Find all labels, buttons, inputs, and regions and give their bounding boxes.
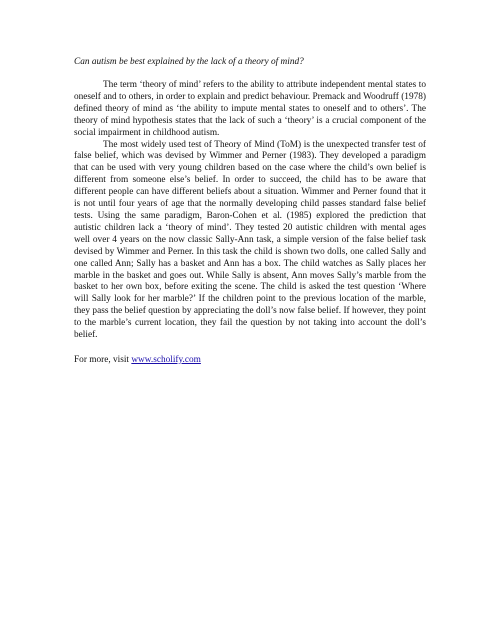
footer-line	[74, 354, 426, 366]
footer-prefix: For more, visit	[74, 354, 132, 365]
paragraph-theory-of-mind-definition: The term ‘theory of mind’ refers to the ability to attribute independent mental states to oneself and to others, in order to explain and predict behaviour. Premack and Woodruff (1978) defined theory of mind as ‘the ability to impute mental states to oneself and to others’. The theory of mind hypothesis states that the lack of such a ‘theory’ is a crucial component of the social impairment in childhood autism.	[74, 80, 426, 138]
document-title: Can autism be best explained by the lack of a theory of mind?	[74, 57, 304, 67]
scholify-link[interactable]: www.scholify.com	[131, 354, 201, 365]
document-page	[74, 56, 426, 375]
paragraph-false-belief-test: The most widely used test of Theory of Mind (ToM) is the unexpected transfer test of false belief, which was devised by Wimmer and Perner (1983). They developed a paradigm that can be used with very young children based on the case where the child’s own belief is different from someone else’s belief. In order to succeed, the child has to be aware that different people can have different beliefs about a situation. Wimmer and Perner found that it is not until four years of age that the normally developing child passes standard false belief tests. Using the same paradigm, Baron-Cohen et al. (1985) explored the prediction that autistic children lack a ‘theory of mind’. They tested 20 autistic children with mental ages well over 4 years on the now classic Sally-Ann task, a simple version of the false belief task devised by Wimmer and Perner. In this task the child is shown two dolls, one called Sally and one called Ann; Sally has a basket and Ann has a box. The child watches as Sally places her marble in the basket and goes out. While Sally is absent, Ann moves Sally’s marble from the basket to her own box, before exiting the scene. The child is asked the test question ‘Where will Sally look for her marble?’ If the children point to the previous location of the marble, they pass the belief question by appreciating the doll’s now false belief. If however, they point to the marble’s current location, they fail the question by not taking into account the doll’s belief.	[74, 139, 426, 341]
